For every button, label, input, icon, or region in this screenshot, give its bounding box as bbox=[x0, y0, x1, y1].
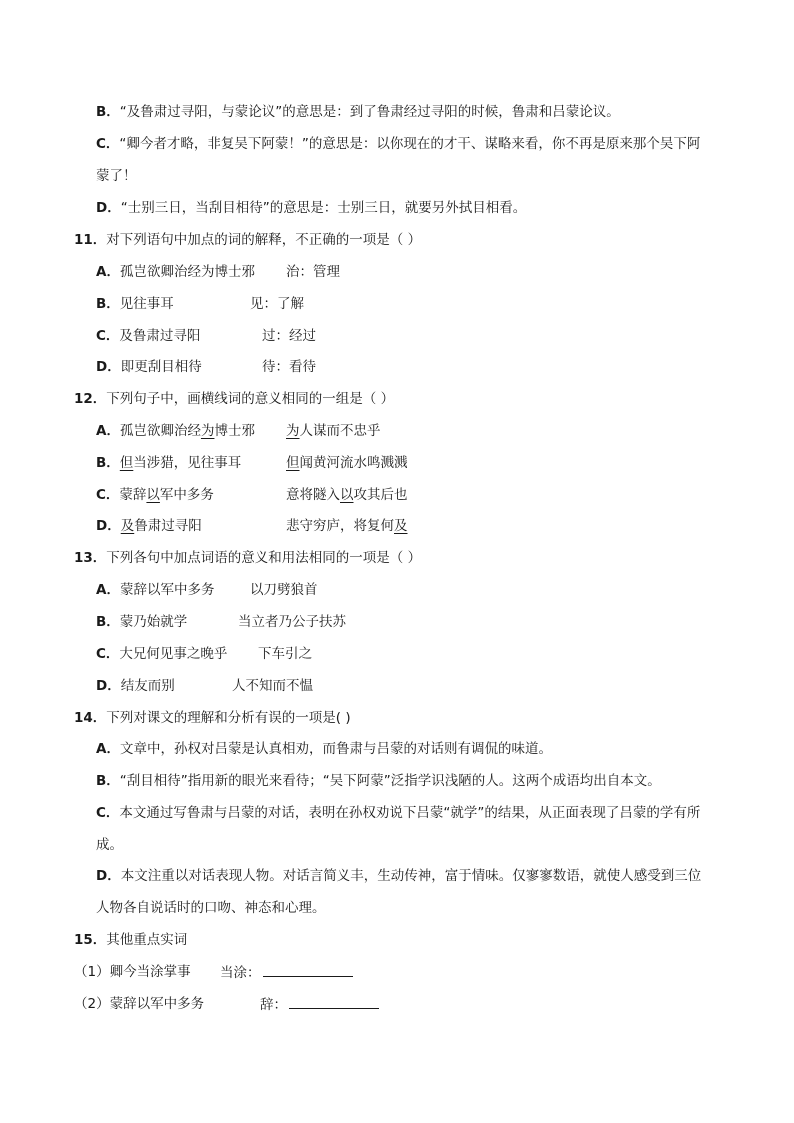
q14-option-d-line1 bbox=[96, 866, 701, 886]
option-letter: C． bbox=[96, 805, 120, 821]
answer-blank[interactable] bbox=[263, 962, 353, 977]
option-text: 本文注重以对话表现人物。对话言简义丰，生动传神，富于情味。仅寥寥数语，就使人感受到三位 bbox=[120, 868, 702, 884]
question-12-stem bbox=[74, 389, 394, 409]
option-letter: D． bbox=[96, 678, 121, 694]
q14-option-c-line1 bbox=[96, 803, 700, 823]
question-stem: 下列对课文的理解和分析有误的一项是( ) bbox=[106, 710, 351, 726]
option-left: 孤岂欲卿治经为博士邪 bbox=[119, 264, 255, 280]
option-text: 文章中，孙权对吕蒙是认真相劝，而鲁肃与吕蒙的对话则有调侃的味道。 bbox=[119, 741, 552, 757]
q13-option-c bbox=[96, 644, 312, 664]
q11-option-a bbox=[96, 262, 340, 282]
option-left-pre: 蒙辞 bbox=[119, 487, 147, 503]
underlined-word: 及 bbox=[120, 518, 135, 534]
underlined-word: 及 bbox=[394, 518, 408, 534]
option-right-post: 人谋而不忠乎 bbox=[299, 423, 381, 439]
item-label: （1）卿今当涂掌事 bbox=[74, 964, 191, 980]
underlined-word: 为 bbox=[200, 423, 215, 439]
option-text: 蒙了！ bbox=[96, 168, 137, 184]
q14-option-a bbox=[96, 739, 552, 759]
question-number: 14． bbox=[74, 710, 107, 726]
option-letter: D． bbox=[96, 868, 121, 884]
q13-option-b bbox=[96, 612, 346, 632]
q12-option-c bbox=[96, 485, 408, 505]
option-right bbox=[286, 421, 381, 441]
option-letter: A． bbox=[96, 264, 120, 280]
q11-option-d bbox=[96, 357, 316, 377]
question-number: 12． bbox=[74, 391, 107, 407]
option-right-post: 攻其后也 bbox=[353, 487, 408, 503]
option-left: 及鲁肃过寻阳 bbox=[119, 328, 201, 344]
option-letter: A． bbox=[96, 582, 120, 598]
question-stem: 下列各句中加点词语的意义和用法相同的一项是（ ） bbox=[106, 550, 422, 566]
option-letter: C． bbox=[96, 328, 120, 344]
option-text: “及鲁肃过寻阳，与蒙论议”的意思是：到了鲁肃经过寻阳的时候，鲁肃和吕蒙论议。 bbox=[119, 104, 620, 120]
option-right: 待：看待 bbox=[262, 359, 316, 375]
option-left: 见往事耳 bbox=[119, 296, 174, 312]
option-right: 过：经过 bbox=[262, 328, 316, 344]
option-letter: C． bbox=[96, 487, 120, 503]
answer-blank[interactable] bbox=[289, 994, 379, 1009]
option-right bbox=[286, 516, 408, 536]
q12-option-a bbox=[96, 421, 381, 441]
option-letter: B． bbox=[96, 614, 120, 630]
question-13-stem bbox=[74, 548, 421, 568]
question-number: 13． bbox=[74, 550, 107, 566]
item-answer bbox=[220, 962, 353, 983]
q12-option-d bbox=[96, 516, 408, 536]
q14-option-c-line2 bbox=[96, 835, 123, 855]
option-left: 即更刮目相待 bbox=[120, 359, 202, 375]
option-right-post: 闻黄河流水鸣溅溅 bbox=[299, 455, 408, 471]
item-word: 当涂： bbox=[220, 965, 261, 981]
option-letter: B． bbox=[96, 455, 120, 471]
question-14-stem bbox=[74, 708, 351, 728]
item-answer bbox=[260, 994, 379, 1015]
option-letter: A． bbox=[96, 423, 120, 439]
option-right bbox=[286, 485, 408, 505]
q14-option-b bbox=[96, 771, 661, 791]
question-stem: 下列句子中，画横线词的意义相同的一组是（ ） bbox=[106, 391, 395, 407]
item-word: 辞： bbox=[260, 997, 287, 1013]
option-left-post: 军中多务 bbox=[159, 487, 214, 503]
option-left-post: 当涉猎，见往事耳 bbox=[133, 455, 242, 471]
option-right: 治：管理 bbox=[286, 264, 340, 280]
option-text: 本文通过写鲁肃与吕蒙的对话，表明在孙权劝说下吕蒙“就学”的结果，从正面表现了吕蒙的学有所 bbox=[119, 805, 701, 821]
option-right: 以刀劈狼首 bbox=[250, 582, 318, 598]
option-left-post: 博士邪 bbox=[214, 423, 255, 439]
option-right-pre: 意将隧入 bbox=[286, 487, 340, 503]
q15-item-1 bbox=[74, 962, 261, 982]
underlined-word: 以 bbox=[146, 487, 160, 503]
option-c-q10-line2 bbox=[96, 166, 137, 186]
option-letter: B． bbox=[96, 104, 120, 120]
item-label: （2）蒙辞以军中多务 bbox=[74, 996, 205, 1012]
option-letter: B． bbox=[96, 296, 120, 312]
q15-item-2 bbox=[74, 994, 287, 1014]
option-right: 下车引之 bbox=[258, 646, 312, 662]
question-15-stem bbox=[74, 930, 187, 950]
question-11-stem bbox=[74, 230, 421, 250]
underlined-word: 但 bbox=[286, 455, 300, 471]
option-right: 当立者乃公子扶苏 bbox=[238, 614, 346, 630]
q11-option-b bbox=[96, 294, 304, 314]
option-left-pre: 孤岂欲卿治经 bbox=[119, 423, 201, 439]
option-letter: A． bbox=[96, 741, 120, 757]
option-c-q10-line1 bbox=[96, 134, 700, 154]
option-text: “卿今者才略，非复吴下阿蒙！”的意思是：以你现在的才干、谋略来看，你不再是原来那个吴下阿 bbox=[119, 136, 701, 152]
question-number: 11． bbox=[74, 232, 107, 248]
q13-option-d bbox=[96, 676, 313, 696]
option-right-pre: 悲守穷庐，将复何 bbox=[286, 518, 394, 534]
option-letter: C． bbox=[96, 646, 120, 662]
option-text: 人物各自说话时的口吻、神态和心理。 bbox=[96, 900, 326, 916]
option-text: 成。 bbox=[96, 837, 123, 853]
option-left: 蒙辞以军中多务 bbox=[119, 582, 215, 598]
option-letter: B． bbox=[96, 773, 120, 789]
question-stem: 对下列语句中加点的词的解释，不正确的一项是（ ） bbox=[106, 232, 422, 248]
option-right bbox=[286, 453, 408, 473]
question-stem: 其他重点实词 bbox=[106, 932, 188, 948]
option-right: 人不知而不愠 bbox=[232, 678, 313, 694]
underlined-word: 为 bbox=[286, 423, 300, 439]
q14-option-d-line2 bbox=[96, 898, 326, 918]
option-d-q10 bbox=[96, 198, 526, 218]
question-number: 15． bbox=[74, 932, 107, 948]
underlined-word: 但 bbox=[119, 455, 134, 471]
option-letter: D． bbox=[96, 359, 121, 375]
option-text: “刮目相待”指用新的眼光来看待；“吴下阿蒙”泛指学识浅陋的人。这两个成语均出自本文。 bbox=[119, 773, 661, 789]
option-text: “士别三日，当刮目相待”的意思是：士别三日，就要另外拭目相看。 bbox=[120, 200, 527, 216]
option-left: 蒙乃始就学 bbox=[119, 614, 188, 630]
option-letter: D． bbox=[96, 200, 121, 216]
option-left-post: 鲁肃过寻阳 bbox=[134, 518, 202, 534]
underlined-word: 以 bbox=[340, 487, 354, 503]
option-right: 见：了解 bbox=[250, 296, 304, 312]
option-left: 大兄何见事之晚乎 bbox=[119, 646, 228, 662]
option-b-q10 bbox=[96, 102, 620, 122]
q11-option-c bbox=[96, 326, 316, 346]
option-left: 结友而别 bbox=[120, 678, 175, 694]
option-letter: C． bbox=[96, 136, 120, 152]
q12-option-b bbox=[96, 453, 408, 473]
option-letter: D． bbox=[96, 518, 121, 534]
q13-option-a bbox=[96, 580, 318, 600]
